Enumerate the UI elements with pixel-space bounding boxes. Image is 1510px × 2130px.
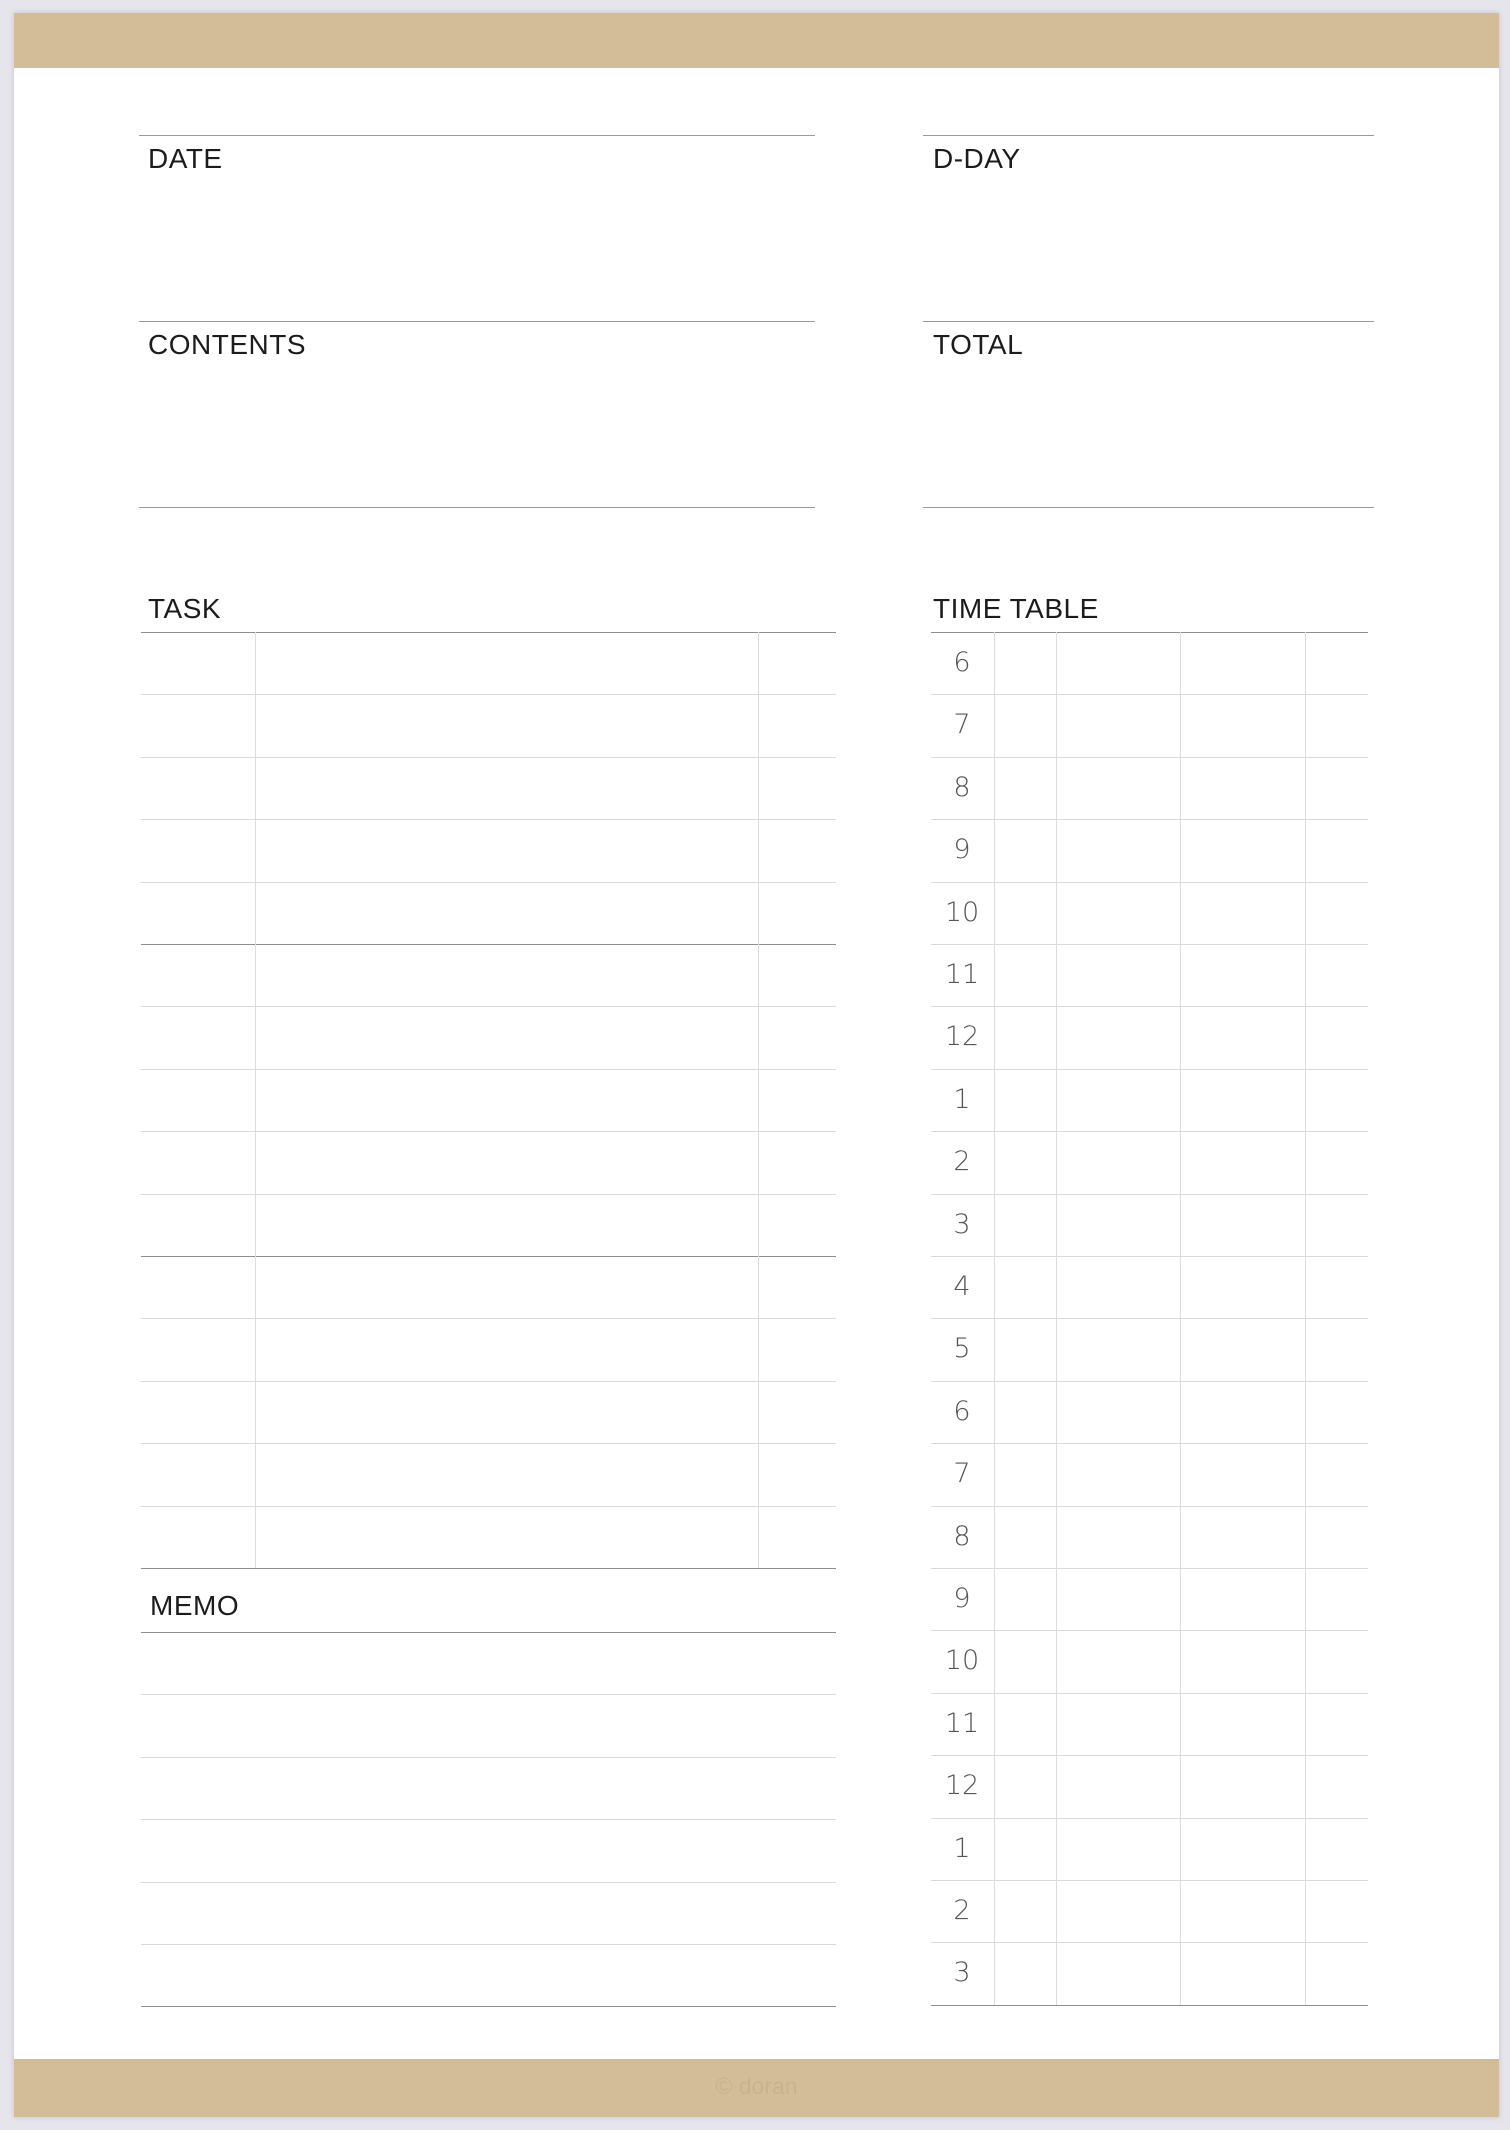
timetable-hour-label: 12 xyxy=(944,1021,980,1053)
memo-label: MEMO xyxy=(150,1590,240,1621)
timetable-row-line xyxy=(931,819,1368,820)
task-checkbox-divider xyxy=(255,632,256,1568)
timetable-hour-label: 2 xyxy=(953,1146,971,1178)
task-row-line xyxy=(141,1131,836,1132)
timetable-column-line xyxy=(994,632,995,2005)
timetable-hour-label: 7 xyxy=(953,709,971,741)
task-row-line xyxy=(141,819,836,820)
task-row-line xyxy=(141,1568,836,1569)
memo-line xyxy=(141,1882,836,1883)
task-row-line xyxy=(141,1506,836,1507)
timetable-row-line xyxy=(931,882,1368,883)
task-row-line xyxy=(141,1381,836,1382)
copyright-footer: © doran xyxy=(715,2073,798,2099)
timetable-hour-label: 8 xyxy=(953,1520,971,1552)
task-row-line xyxy=(141,632,836,633)
timetable-row-line xyxy=(931,1630,1368,1631)
timetable-hour-label: 4 xyxy=(953,1271,971,1302)
memo-line xyxy=(141,1694,836,1695)
timetable-hour-label: 9 xyxy=(953,1583,971,1614)
contents-top-line xyxy=(139,321,815,322)
memo-line xyxy=(141,2006,836,2007)
timetable-hour-label: 5 xyxy=(953,1333,971,1365)
total-top-line xyxy=(923,321,1374,322)
timetable-row-line xyxy=(931,1256,1368,1257)
timetable-label: TIME TABLE xyxy=(933,593,1099,624)
task-row-line xyxy=(141,1069,836,1070)
contents-label: CONTENTS xyxy=(148,329,306,360)
timetable-row-line xyxy=(931,2005,1368,2006)
date-top-line xyxy=(139,135,815,136)
timetable-hour-label: 3 xyxy=(953,1957,971,1989)
timetable-hour-label: 6 xyxy=(953,647,971,678)
timetable-row-line xyxy=(931,1006,1368,1007)
memo-line xyxy=(141,1632,836,1633)
total-bottom-line xyxy=(923,507,1374,508)
memo-line xyxy=(141,1819,836,1820)
timetable-row-line xyxy=(931,632,1368,633)
timetable-hour-label: 12 xyxy=(944,1770,980,1802)
task-row-line xyxy=(141,757,836,758)
task-row-line xyxy=(141,882,836,883)
timetable-hour-label: 10 xyxy=(944,896,980,928)
timetable-hour-label: 1 xyxy=(953,1832,971,1864)
task-row-line xyxy=(141,1006,836,1007)
total-label: TOTAL xyxy=(933,329,1024,360)
timetable-hour-label: 7 xyxy=(953,1458,971,1490)
timetable-hour-label: 2 xyxy=(953,1895,971,1926)
timetable-row-line xyxy=(931,1318,1368,1319)
timetable-row-line xyxy=(931,1755,1368,1756)
timetable-row-line xyxy=(931,1443,1368,1444)
timetable-row-line xyxy=(931,1818,1368,1819)
task-row-line xyxy=(141,1318,836,1319)
timetable-row-line xyxy=(931,1880,1368,1881)
timetable-row-line xyxy=(931,1194,1368,1195)
timetable-row-line xyxy=(931,1381,1368,1382)
timetable-row-line xyxy=(931,1506,1368,1507)
contents-bottom-line xyxy=(139,507,815,508)
timetable-row-line xyxy=(931,944,1368,945)
date-label: DATE xyxy=(148,143,223,174)
task-row-line xyxy=(141,944,836,945)
timetable-row-line xyxy=(931,1069,1368,1070)
timetable-hour-label: 11 xyxy=(944,1707,980,1739)
task-status-divider xyxy=(758,632,759,1568)
task-row-line xyxy=(141,1443,836,1444)
timetable-row-line xyxy=(931,1693,1368,1694)
timetable-column-line xyxy=(1180,632,1181,2005)
timetable-row-line xyxy=(931,1942,1368,1943)
timetable-hour-label: 11 xyxy=(944,959,980,990)
timetable-hour-label: 8 xyxy=(953,771,971,803)
timetable-hour-label: 10 xyxy=(944,1645,980,1677)
task-row-line xyxy=(141,1194,836,1195)
timetable-hour-label: 1 xyxy=(953,1083,971,1115)
timetable-row-line xyxy=(931,1568,1368,1569)
task-row-line xyxy=(141,1256,836,1257)
dday-label: D-DAY xyxy=(933,143,1021,174)
timetable-row-line xyxy=(931,1131,1368,1132)
dday-top-line xyxy=(923,135,1374,136)
timetable-hour-label: 9 xyxy=(953,834,971,866)
timetable-hour-label: 3 xyxy=(953,1208,971,1240)
timetable-row-line xyxy=(931,694,1368,695)
memo-line xyxy=(141,1944,836,1945)
timetable-column-line xyxy=(1305,632,1306,2005)
timetable-hour-label: 6 xyxy=(953,1395,971,1427)
task-label: TASK xyxy=(148,593,222,624)
task-row-line xyxy=(141,694,836,695)
memo-line xyxy=(141,1757,836,1758)
timetable-column-line xyxy=(1056,632,1057,2005)
timetable-row-line xyxy=(931,757,1368,758)
top-accent-band xyxy=(14,13,1499,68)
